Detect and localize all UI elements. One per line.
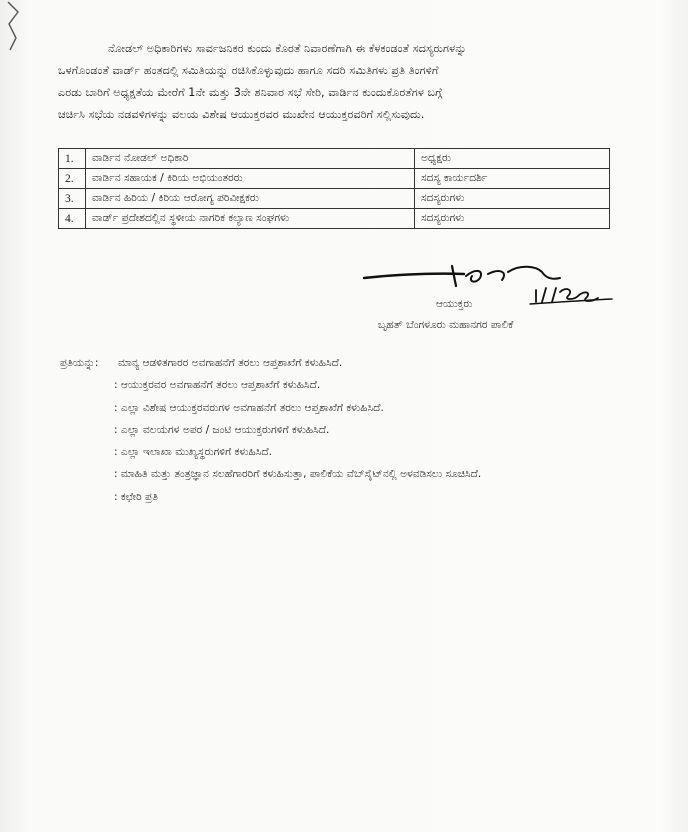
signatory-title: ಆಯುಕ್ತರು	[436, 298, 473, 310]
copy-list-item	[60, 352, 481, 374]
paragraph-line: ಚರ್ಚಿಸಿ ಸಭೆಯ ನಡವಳಿಗಳನ್ನು ವಲಯ ವಿಶೇಷ ಆಯುಕ್ತರವರ ಮುಖೇನ ಆಯುಕ್ತರವರಿಗೆ ಸಲ್ಲಿಸುವುದು.	[58, 108, 425, 121]
row-number: 2.	[59, 169, 86, 189]
signatory-organization: ಬೃಹತ್ ಬೆಂಗಳೂರು ಮಹಾನಗರ ಪಾಲಿಕೆ	[378, 319, 514, 331]
row-number: 3.	[59, 189, 86, 209]
copy-distribution-list	[60, 352, 481, 508]
member-position: ಸದಸ್ಯರುಗಳು	[415, 209, 610, 229]
row-number: 4.	[59, 209, 86, 229]
committee-table	[58, 148, 610, 229]
copy-list-item: : ಕಛೇರಿ ಪ್ರತಿ	[114, 490, 158, 503]
member-role: ವಾರ್ಡಿನ ಹಿರಿಯ / ಕಿರಿಯ ಆರೋಗ್ಯ ಪರಿವೀಕ್ಷಕರು	[86, 189, 415, 209]
copy-list-item: : ಆಯುಕ್ತರವರ ಅವಗಾಹನೆಗೆ ತರಲು ಆಪ್ತಶಾಖೆಗೆ ಕಳುಹಿಸಿದೆ.	[114, 379, 321, 392]
body-paragraph	[58, 38, 633, 126]
page-fold-mark	[0, 0, 40, 60]
copy-list-item: : ಎಲ್ಲಾ ವಲಯಗಳ ಅಪರ / ಜಂಟಿ ಆಯುಕ್ತರುಗಳಿಗೆ ಕಳುಹಿಸಿದೆ.	[114, 423, 330, 436]
table-row	[59, 149, 610, 169]
member-role: ವಾರ್ಡಿನ ನೋಡಲ್ ಅಧಿಕಾರಿ	[86, 149, 415, 169]
copy-list-item: : ಎಲ್ಲಾ ವಿಶೇಷ ಆಯುಕ್ತರವರುಗಳ ಅವಗಾಹನೆಗೆ ತರಲು ಆಪ್ತಶಾಖೆಗೆ ಕಳುಹಿಸಿದೆ.	[114, 401, 384, 414]
member-position: ಅಧ್ಯಕ್ಷರು	[415, 149, 610, 169]
member-position: ಸದಸ್ಯ ಕಾರ್ಯದರ್ಶಿ	[415, 169, 610, 189]
table-row	[59, 169, 610, 189]
copy-item-text: ಮಾನ್ಯ ಆಡಳಿತಗಾರರ ಅವಗಾಹನೆಗೆ ತರಲು ಆಪ್ತಶಾಖೆಗೆ ಕಳುಹಿಸಿದೆ.	[118, 357, 343, 369]
member-position: ಸದಸ್ಯರುಗಳು	[415, 189, 610, 209]
paragraph-line: ನೋಡಲ್ ಅಧಿಕಾರಿಗಳು ಸಾರ್ವಜನಿಕರ ಕುಂದು ಕೊರತೆ ನಿವಾರಣೆಗಾಗಿ ಈ ಕೆಳಕಂಡಂತೆ ಸದಸ್ಯರುಗಳನ್ನು	[108, 42, 467, 55]
paragraph-line: ಎರಡು ಬಾರಿಗೆ ಅಧ್ಯಕ್ಷತೆಯ ಮೇರೆಗೆ 1ನೇ ಮತ್ತು 3ನೇ ಶನಿವಾರ ಸಭೆ ಸೇರಿ, ವಾರ್ಡಿನ ಕುಂದುಕೊರತೆಗಳ ಬಗ್ಗೆ	[58, 86, 443, 99]
handwritten-signature	[360, 262, 620, 312]
member-role: ವಾರ್ಡಿನ ಸಹಾಯಕ / ಕಿರಿಯ ಅಭಿಯಂತರರು	[86, 169, 415, 189]
copy-list-item: : ಮಾಹಿತಿ ಮತ್ತು ತಂತ್ರಜ್ಞಾನ ಸಲಹೆಗಾರರಿಗೆ ಕಳುಹಿಸುತ್ತಾ, ಪಾಲಿಕೆಯ ವೆಬ್‌ಸೈಟ್‌ನಲ್ಲಿ ಅಳವಡಿಸಲು ಸೂಚಿಸಿದೆ.	[114, 468, 482, 481]
copy-list-item: : ಎಲ್ಲಾ ಇಲಾಖಾ ಮುಖ್ಯಸ್ಥರುಗಳಿಗೆ ಕಳುಹಿಸಿದೆ.	[114, 446, 273, 459]
row-number: 1.	[59, 149, 86, 169]
table-row	[59, 189, 610, 209]
copy-label: ಪ್ರತಿಯನ್ನು:	[60, 357, 99, 369]
paragraph-line: ಒಳಗೊಂಡಂತೆ ವಾರ್ಡ್ ಹಂತದಲ್ಲಿ ಸಮಿತಿಯನ್ನು ರಚಿಸಿಕೊಳ್ಳುವುದು ಹಾಗೂ ಸದರಿ ಸಮಿತಿಗಳು ಪ್ರತಿ ತಿಂಗಳಿಗೆ	[58, 64, 439, 77]
member-role: ವಾರ್ಡ್ ಪ್ರದೇಶದಲ್ಲಿನ ಸ್ಥಳೀಯ ನಾಗರಿಕ ಕಲ್ಯಾಣ ಸಂಘಗಳು	[86, 209, 415, 229]
table-row	[59, 209, 610, 229]
